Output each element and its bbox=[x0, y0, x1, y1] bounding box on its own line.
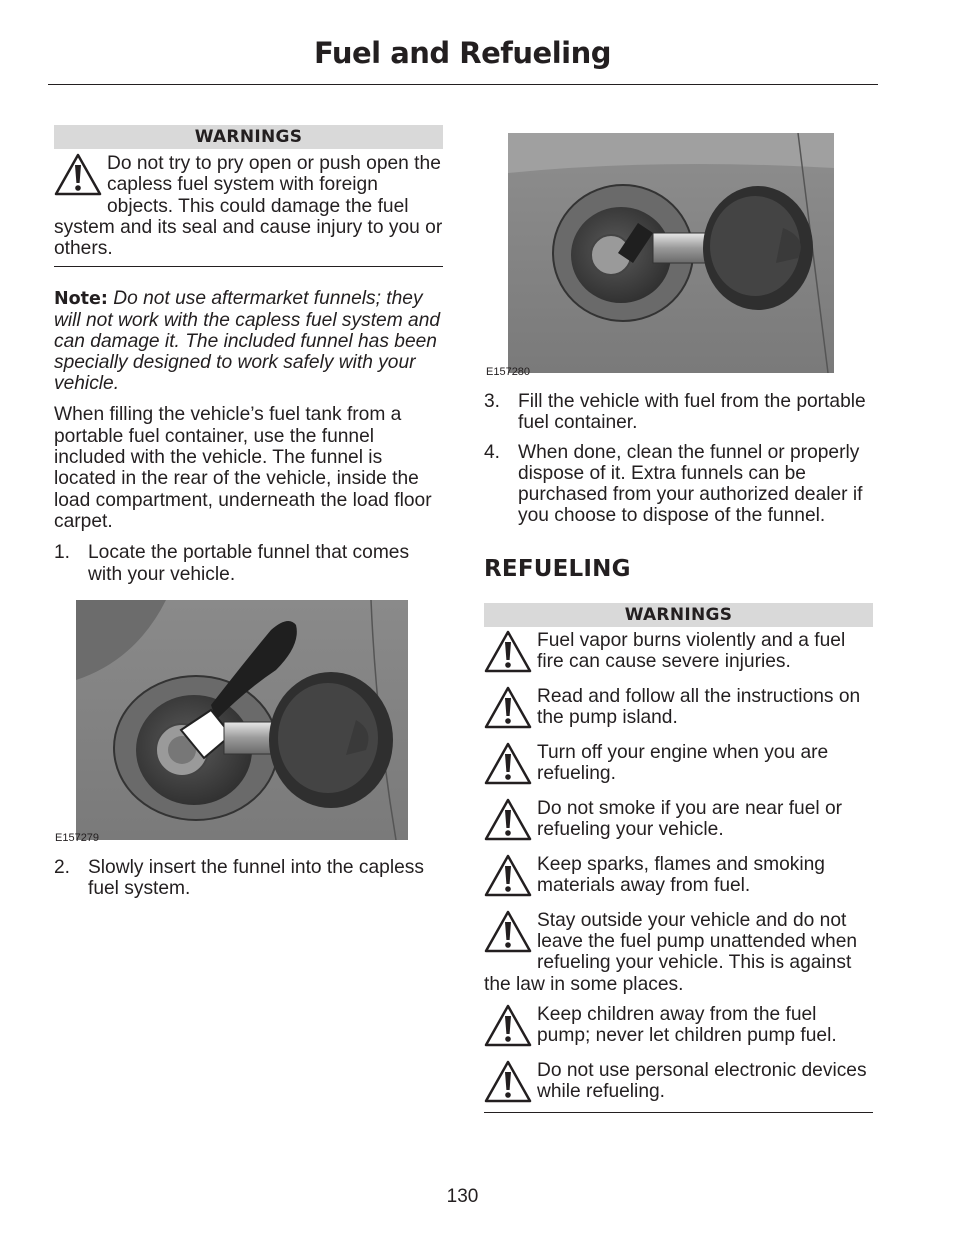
page-number: 130 bbox=[446, 1186, 479, 1207]
warning-triangle-icon bbox=[484, 1004, 532, 1048]
left-column-lower bbox=[54, 857, 443, 900]
step-text: Locate the portable funnel that comes with your vehicle. bbox=[88, 542, 410, 585]
note bbox=[54, 288, 443, 394]
warning-triangle-icon bbox=[54, 153, 102, 197]
warning-item bbox=[484, 1004, 873, 1048]
figure-code: E157279 bbox=[55, 832, 100, 844]
warning-text: Do not smoke if you are near fuel or refueling your vehicle. bbox=[537, 797, 843, 841]
warnings-list bbox=[484, 630, 873, 1104]
warning-triangle-icon bbox=[484, 854, 532, 898]
title-divider bbox=[48, 84, 878, 85]
warning-item bbox=[484, 910, 873, 995]
warning-item bbox=[484, 686, 873, 730]
warning-text: Keep sparks, flames and smoking materials away from fuel. bbox=[537, 853, 825, 897]
warnings-header: WARNINGS bbox=[54, 125, 443, 149]
warning-item bbox=[484, 854, 873, 898]
warning-item bbox=[484, 798, 873, 842]
figure-code: E157280 bbox=[486, 366, 531, 378]
warning-text: Stay outside your vehicle and do not leave the fuel pump unattended when refueling your vehicle. This is against the law in some places. bbox=[484, 909, 858, 995]
warning-text: Keep children away from the fuel pump; never let children pump fuel. bbox=[537, 1003, 837, 1047]
warning-item bbox=[484, 630, 873, 674]
warning-item bbox=[484, 742, 873, 786]
note-text: Do not use aftermarket funnels; they will not work with the capless fuel system and can damage it. The included funnel has been specially designed to work safely with your vehicle. bbox=[54, 288, 441, 395]
step-3 bbox=[484, 391, 873, 434]
right-column bbox=[484, 391, 873, 1113]
step-number: 4. bbox=[484, 441, 501, 463]
warning-text-continued: system and its seal and cause injury to you or others. bbox=[54, 216, 443, 260]
warning-triangle-icon bbox=[484, 686, 532, 730]
step-number: 2. bbox=[54, 857, 71, 878]
figure-fuel-door-open bbox=[508, 133, 834, 373]
warning-text: Do not use personal electronic devices while refueling. bbox=[537, 1059, 867, 1103]
warning-triangle-icon bbox=[484, 1060, 532, 1104]
figure-funnel-insert bbox=[76, 600, 408, 840]
warning-text: Read and follow all the instructions on the pump island. bbox=[537, 685, 861, 729]
step-2 bbox=[54, 857, 443, 900]
page-title: Fuel and Refueling bbox=[313, 36, 611, 70]
left-column bbox=[54, 125, 443, 585]
warnings-header: WARNINGS bbox=[484, 603, 873, 627]
note-label: Note: bbox=[54, 289, 108, 310]
warning-item bbox=[54, 153, 443, 259]
step-4 bbox=[484, 442, 873, 527]
section-heading: REFUELING bbox=[484, 555, 631, 582]
warnings-end-divider bbox=[54, 266, 443, 267]
warning-triangle-icon bbox=[484, 798, 532, 842]
warning-text: Turn off your engine when you are refueling. bbox=[537, 741, 829, 785]
step-text: Fill the vehicle with fuel from the portable fuel container. bbox=[518, 391, 866, 434]
step-text: When done, clean the funnel or properly dispose of it. Extra funnels can be purchased from your authorized dealer if you choose to dispose of the funnel. bbox=[518, 441, 863, 527]
warning-triangle-icon bbox=[484, 630, 532, 674]
warning-item bbox=[484, 1060, 873, 1104]
paragraph: When filling the vehicle’s fuel tank from a portable fuel container, use the funnel included with the vehicle. The funnel is located in the rear of the vehicle, inside the load compartment, underneath the load floor carpet. bbox=[54, 404, 432, 532]
warning-triangle-icon bbox=[484, 910, 532, 954]
step-1 bbox=[54, 542, 443, 585]
warnings-end-divider bbox=[484, 1112, 873, 1113]
step-number: 1. bbox=[54, 542, 71, 564]
warning-text: Fuel vapor burns violently and a fuel fire can cause severe injuries. bbox=[537, 629, 846, 673]
warning-triangle-icon bbox=[484, 742, 532, 786]
warning-text: Do not try to pry open or push open the capless fuel system with foreign objects. This could damage the fuel bbox=[107, 153, 441, 217]
step-text: Slowly insert the funnel into the capless fuel system. bbox=[88, 857, 424, 900]
step-number: 3. bbox=[484, 391, 501, 412]
